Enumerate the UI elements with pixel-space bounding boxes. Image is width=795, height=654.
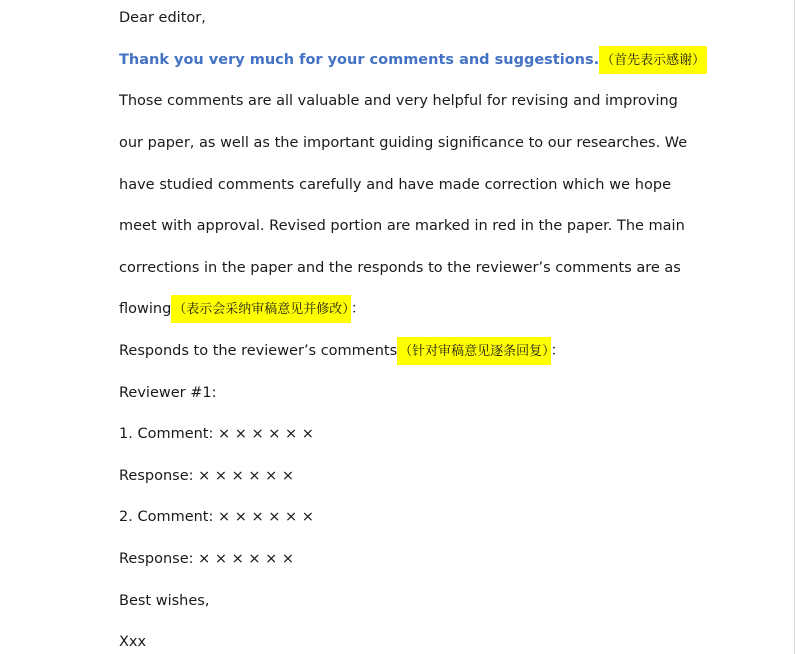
response-2: Response: × × × × × × xyxy=(119,551,295,567)
responds-text: Responds to the reviewer’s comments xyxy=(119,343,398,359)
flowing-word: flowing xyxy=(119,301,172,317)
thanks-line xyxy=(119,50,706,71)
signature: Xxx xyxy=(119,634,147,650)
response-1: Response: × × × × × × xyxy=(119,468,295,484)
responds-line xyxy=(119,341,671,362)
flowing-colon: ： xyxy=(350,301,366,317)
body-line-3: have studied comments carefully and have made correction which we hope xyxy=(119,177,671,193)
body-line-2: our paper, as well as the important guiding significance to our researches. We xyxy=(119,135,688,151)
body-line-1: Those comments are all valuable and very helpful for revising and improving xyxy=(119,93,678,109)
body-line-5: corrections in the paper and the responds to the reviewer’s comments are as xyxy=(119,260,681,276)
reviewer-heading: Reviewer #1: xyxy=(119,385,217,401)
comment-1: 1. Comment: × × × × × × xyxy=(119,426,314,442)
salutation: Dear editor, xyxy=(119,10,206,26)
flowing-note-highlight: （表示会采纳审稿意见并修改） xyxy=(171,295,351,323)
closing: Best wishes, xyxy=(119,593,210,609)
flowing-line xyxy=(119,299,671,320)
comment-2: 2. Comment: × × × × × × xyxy=(119,509,314,525)
thanks-period: . xyxy=(593,52,600,68)
body-line-4: meet with approval. Revised portion are marked in red in the paper. The main xyxy=(119,218,685,234)
thanks-note-highlight: （首先表示感谢） xyxy=(599,46,707,74)
responds-colon: ： xyxy=(550,343,566,359)
responds-note-highlight: （针对审稿意见逐条回复） xyxy=(397,337,551,365)
thanks-sentence: Thank you very much for your comments and suggestions xyxy=(119,52,594,68)
